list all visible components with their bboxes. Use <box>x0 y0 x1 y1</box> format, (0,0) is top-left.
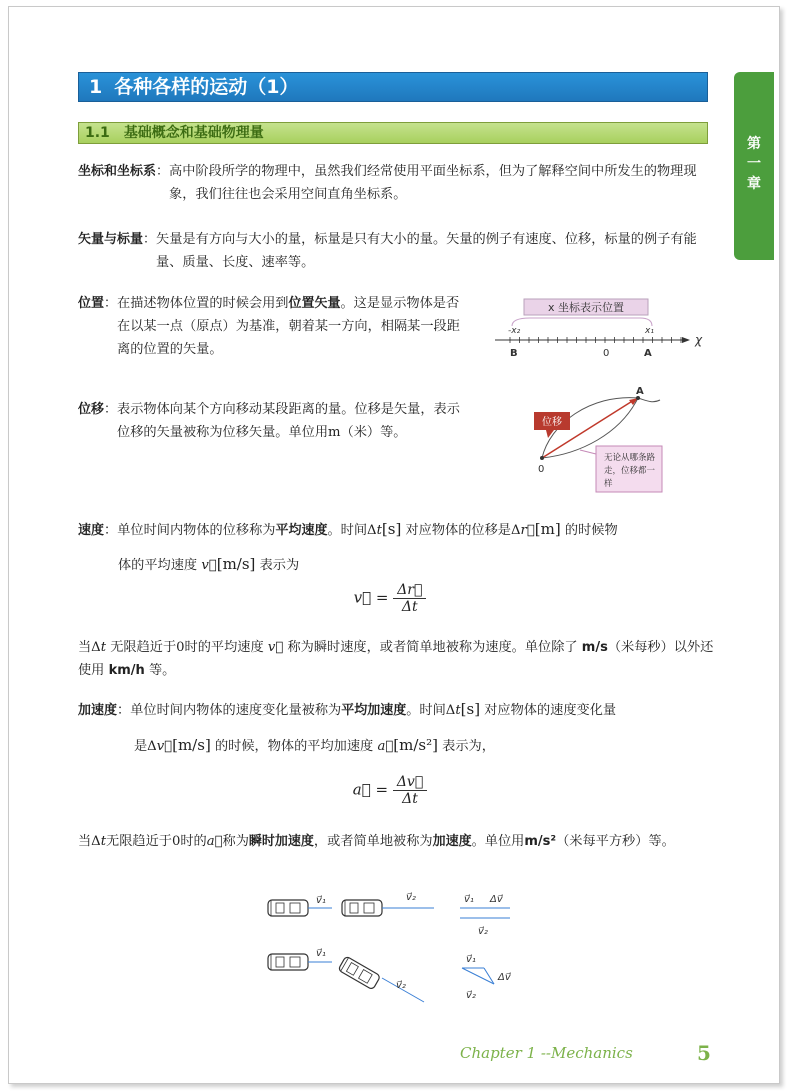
velocity-paragraph: 速度：单位时间内物体的位移称为平均速度。时间Δt[s] 对应物体的位移是Δr⃗[m] 的时候物 <box>78 520 618 538</box>
position-term: 位置 <box>78 296 105 311</box>
side-tab-char: 一 <box>747 156 761 172</box>
path-curve-tail <box>638 398 660 402</box>
origin-label: 0 <box>603 348 610 359</box>
chapter-side-tab[interactable] <box>734 72 774 260</box>
v1-label: v⃗₁ <box>316 948 326 959</box>
side-tab-char: 第 <box>747 136 761 152</box>
acceleration-paragraph: 加速度：单位时间内物体的速度变化量被称为平均加速度。时间Δt[s] 对应物体的速度变化量 <box>78 700 617 718</box>
x2-label: -x₂ <box>508 326 521 336</box>
acceleration-formula: a⃗ = $\frac{\Delta v⃗}{\Delta t}$ <box>340 774 440 807</box>
coord-text: 高中阶段所学的物理中，虽然我们经常使用平面坐标系，但为了解释空间中所发生的物理现象，我们往往也会采用空间直角坐标系。 <box>169 164 697 202</box>
point-b-label: B <box>510 348 518 359</box>
velocity-text-b: 。时间Δ <box>327 523 377 538</box>
position-bracket <box>512 318 652 326</box>
displacement-tag-label: 位移 <box>542 417 562 428</box>
position-vector-term: 位置矢量 <box>288 296 341 311</box>
instant-acceleration-paragraph: 当Δt无限趋近于0时的a⃗称为瞬时加速度，或者简单地被称为加速度。单位用m/s²（米每平方秒）等。 <box>78 834 675 849</box>
avg-acceleration-term: 平均加速度 <box>341 703 407 718</box>
acceleration-line-2: 是Δv⃗[m/s] 的时候，物体的平均加速度 a⃗[m/s²] 表示为， <box>134 736 495 754</box>
axis-label: χ <box>695 333 703 347</box>
displacement-paragraph: 位移： 表示物体向某个方向移动某段距离的量。位移是矢量，表示位移的矢量被称为位移矢量。单位用m（米）等。 <box>78 398 468 444</box>
vector-paragraph: 矢量与标量： 矢量是有方向与大小的量，标量是只有大小的量。矢量的例子有速度、位移，标量的例子有能量、质量、长度、速率等。 <box>78 228 712 274</box>
axis-arrow-icon <box>682 337 690 343</box>
v2-label: v⃗₂ <box>478 926 488 937</box>
velocity-text-f: 表示为 <box>259 558 300 573</box>
origin-dot <box>540 456 544 460</box>
v2-label: v⃗₂ <box>406 892 416 903</box>
position-text-b: 。这是显示物体是否在以某一点（原点）为基准，朝着某一方向，相隔某一段距离的位置的矢量。 <box>117 296 460 357</box>
chapter-number: 1 <box>89 76 103 98</box>
velocity-line-2: 体的平均速度 v⃗[m/s] 表示为 <box>118 555 300 573</box>
position-text-a: 在描述物体位置的时候会用到 <box>117 296 289 311</box>
disp-point-a-label: A <box>636 386 644 397</box>
velocity-formula: v⃗ = $\frac{\Delta r⃗}{\Delta t}$ <box>340 582 440 615</box>
note-line: 无论从哪条路 <box>604 453 656 463</box>
section-title: 基础概念和基础物理量 <box>123 125 264 141</box>
velocity-text-e: 体的平均速度 <box>118 558 198 573</box>
vector-text: 矢量是有方向与大小的量，标量是只有大小的量。矢量的例子有速度、位移，标量的例子有能量、质量、长度、速率等。 <box>156 232 697 270</box>
position-caption: x 坐标表示位置 <box>547 301 625 314</box>
note-line: 走，位移都一 <box>604 466 656 476</box>
car-icon <box>268 900 308 916</box>
chapter-header <box>78 72 708 102</box>
instant-velocity-paragraph: 当Δt 无限趋近于0时的平均速度 v⃗ 称为瞬时速度，或者简单地被称为速度。单位除了 m/s（米每秒）以外还使用 km/h 等。 <box>78 640 714 678</box>
side-tab-char: 章 <box>747 176 761 192</box>
v1-label: v⃗₁ <box>466 954 476 965</box>
coord-term: 坐标和坐标系 <box>78 164 157 179</box>
footer-chapter: Chapter 1 --Mechanics <box>460 1044 633 1062</box>
disp-origin-label: 0 <box>538 464 545 475</box>
velocity-text-c: 对应物体的位移是Δ <box>405 523 521 538</box>
displacement-term: 位移 <box>78 402 105 417</box>
position-diagram <box>490 292 705 364</box>
v2-label: v⃗₂ <box>396 980 406 991</box>
coord-paragraph: 坐标和坐标系： 高中阶段所学的物理中，虽然我们经常使用平面坐标系，但为了解释空间中所发生的物理现象，我们往往也会采用空间直角坐标系。 <box>78 160 712 206</box>
displacement-text: 表示物体向某个方向移动某段距离的量。位移是矢量，表示位移的矢量被称为位移矢量。单位用m（米）等。 <box>117 402 460 440</box>
car-icon-turning <box>338 956 381 990</box>
velocity-text-d: 的时候物 <box>564 523 618 538</box>
car-icon <box>342 900 382 916</box>
chapter-title: 各种各样的运动（1） <box>114 76 299 98</box>
page-number: 5 <box>697 1041 711 1065</box>
avg-velocity-term: 平均速度 <box>275 523 328 538</box>
velocity-text-a: 单位时间内物体的位移称为 <box>117 523 276 538</box>
v1-label: v⃗₁ <box>316 895 326 906</box>
acceleration-term: 加速度 <box>78 703 118 718</box>
x1-label: x₁ <box>645 326 654 336</box>
vector-term: 矢量与标量 <box>78 232 144 247</box>
v2-label: v⃗₂ <box>466 990 476 1001</box>
point-a-label: A <box>644 348 652 359</box>
dv-label: Δv⃗ <box>498 972 511 983</box>
section-number: 1.1 <box>85 125 110 141</box>
car-velocity-diagram <box>262 886 532 1008</box>
section-header <box>78 122 708 144</box>
v1-label: v⃗₁ <box>464 894 474 905</box>
car-icon <box>268 954 308 970</box>
note-pointer <box>580 450 596 454</box>
note-line: 样 <box>604 479 613 489</box>
position-paragraph: 位置： 在描述物体位置的时候会用到位置矢量。这是显示物体是否在以某一点（原点）为基准，朝着某一方向，相隔某一段距离的位置的矢量。 <box>78 296 460 357</box>
displacement-diagram <box>520 384 670 496</box>
dv-label: Δv⃗ <box>490 894 503 905</box>
velocity-term: 速度 <box>78 523 105 538</box>
